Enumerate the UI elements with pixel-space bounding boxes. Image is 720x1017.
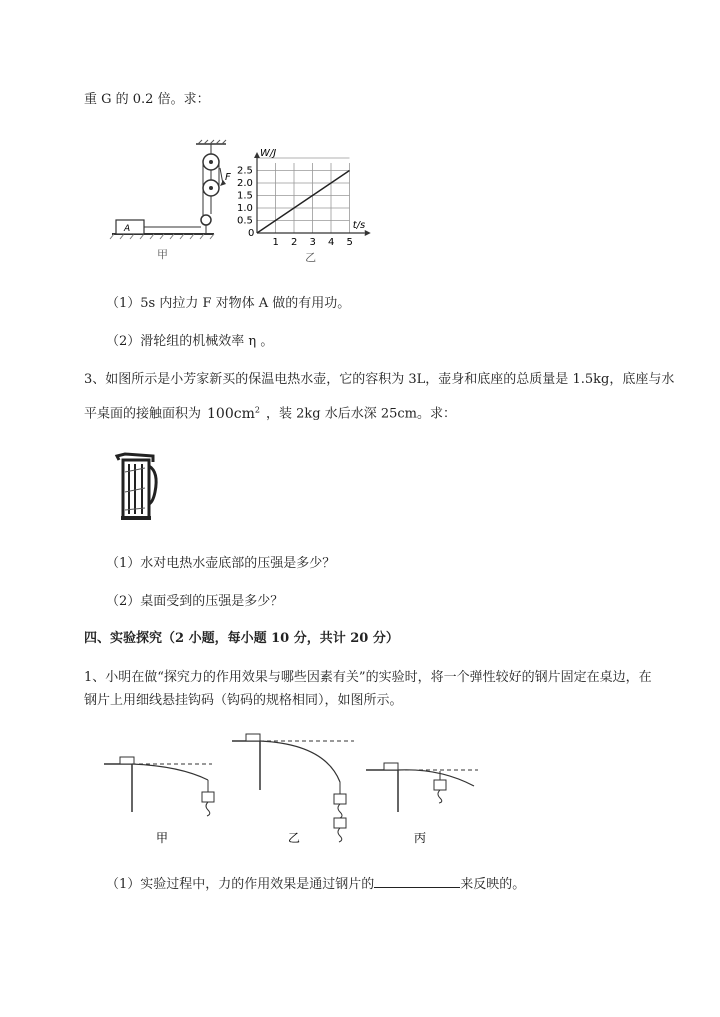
x-tick-label: 1 [272, 237, 279, 248]
x-tick-label: 3 [309, 237, 316, 248]
label-jia: 甲 [157, 248, 168, 261]
area-exponent: 2 [254, 405, 260, 414]
ground-pulley [201, 215, 211, 225]
section4-heading: 四、实验探究（2 小题，每小题 10 分，共计 20 分） [84, 631, 399, 646]
block-label: A [124, 224, 131, 234]
y-tick-label: 1.5 [237, 190, 253, 202]
exp-sub1-b: 来反映的。 [460, 877, 526, 892]
label-jia: 甲 [156, 831, 169, 845]
x-tick-label: 4 [328, 237, 335, 248]
x-tick-label: 2 [291, 237, 298, 248]
exp-sub1-a: （1）实验过程中，力的作用效果是通过钢片的 [106, 877, 375, 892]
label-yi: 乙 [305, 251, 317, 264]
force-label: F [225, 172, 231, 183]
y-tick-label: 1.0 [237, 203, 253, 214]
label-bing: 丙 [414, 831, 427, 845]
answer-blank[interactable] [374, 875, 460, 888]
x-axis-arrow [365, 230, 371, 236]
y-axis-label: W/J [260, 148, 277, 159]
setup-bing [366, 763, 478, 845]
q3-sub2-text: （2）桌面受到的压强是多少？ [106, 594, 284, 609]
q3-line1-text: 3、如图所示是小芳家新买的保温电热水壶，它的容积为 3L，壶身和底座的总质量是 1.5kg，底座与水 [84, 372, 675, 387]
exp-line1-text: 1、小明在做“探究力的作用效果与哪些因素有关”的实验时，将一个弹性较好的钢片固定在桌边，在 [84, 670, 652, 685]
origin-label: 0 [248, 228, 255, 239]
y-tick-label: 2.5 [237, 165, 253, 177]
intro-tail-text: 重 G 的 0.2 倍。求： [84, 92, 210, 107]
q3-line2-a: 平桌面的接触面积为 [84, 406, 202, 422]
area-expression [207, 406, 260, 422]
work-time-chart [235, 140, 365, 265]
q3-sub1-text: （1）水对电热水壶底部的压强是多少？ [106, 556, 336, 571]
kettle-figure [115, 452, 160, 524]
y-tick-label: 2.0 [237, 178, 253, 189]
q2-sub2-text: （2）滑轮组的机械效率 η 。 [106, 334, 274, 349]
area-number: 100cm [207, 405, 255, 422]
q3-line2 [84, 401, 456, 424]
y-tick-label: 0.5 [237, 215, 253, 227]
setup-yi [232, 734, 354, 845]
x-tick-label: 5 [346, 237, 353, 248]
q3-line2-b: ，装 2kg 水后水深 25cm。求： [265, 406, 456, 422]
data-line [257, 171, 350, 234]
exp-line2-text: 钢片上用细线悬挂钩码（钩码的规格相同），如图所示。 [84, 693, 403, 708]
label-yi: 乙 [288, 831, 301, 845]
q2-sub1-text: （1）5s 内拉力 F 对物体 A 做的有用功。 [106, 296, 351, 311]
x-axis-label: t/s [352, 220, 366, 231]
setup-jia [104, 757, 214, 845]
exp-sub1 [106, 875, 525, 894]
steel-strip-figure [100, 730, 485, 855]
